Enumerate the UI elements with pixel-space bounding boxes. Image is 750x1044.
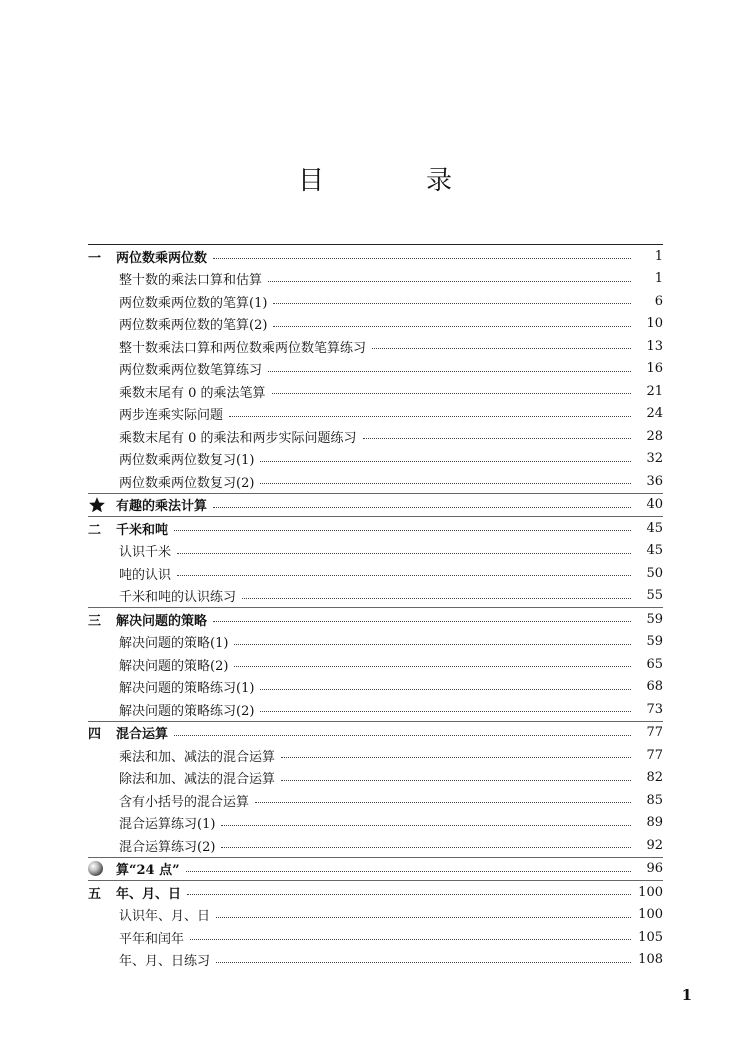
toc-entry[interactable]: [88, 631, 663, 654]
toc-section[interactable]: [88, 880, 663, 904]
toc-label: 两位数乘两位数: [116, 250, 208, 266]
table-of-contents: [88, 244, 663, 971]
toc-entry[interactable]: [88, 904, 663, 927]
toc-section[interactable]: [88, 493, 663, 517]
toc-section[interactable]: [88, 516, 663, 540]
toc-label: 乘数末尾有 0 的乘法和两步实际问题练习: [119, 430, 357, 446]
toc-section[interactable]: [88, 857, 663, 881]
toc-label: 整十数乘法口算和两位数乘两位数笔算练习: [119, 340, 367, 356]
leader-dots: [177, 552, 631, 554]
toc-page-number: 108: [638, 952, 663, 968]
toc-label: 千米和吨的认识练习: [119, 590, 237, 606]
leader-dots: [272, 392, 631, 394]
page-title: 目 录: [297, 166, 490, 196]
toc-entry[interactable]: [88, 812, 663, 835]
toc-label: 年、月、日: [116, 886, 182, 902]
toc-label: 两步连乘实际问题: [119, 408, 224, 424]
section-number: 五: [88, 886, 102, 902]
toc-page-number: 92: [646, 837, 663, 853]
toc-entry[interactable]: [88, 562, 663, 585]
toc-page-number: 65: [646, 656, 663, 672]
toc-entry[interactable]: [88, 744, 663, 767]
leader-dots: [186, 870, 631, 872]
toc-label: 有趣的乘法计算: [116, 499, 208, 515]
toc-label: 吨的认识: [119, 567, 172, 583]
toc-entry[interactable]: [88, 585, 663, 608]
toc-label: 平年和闰年: [119, 931, 185, 947]
toc-entry[interactable]: [88, 448, 663, 471]
leader-dots: [260, 460, 631, 462]
toc-page-number: 1: [654, 248, 663, 264]
toc-entry[interactable]: [88, 358, 663, 381]
toc-label: 两位数乘两位数的笔算(1): [119, 295, 268, 311]
toc-label: 两位数乘两位数笔算练习: [119, 363, 263, 379]
toc-label: 年、月、日练习: [119, 954, 211, 970]
toc-page-number: 32: [646, 451, 663, 467]
leader-dots: [234, 643, 631, 645]
toc-section[interactable]: [88, 607, 663, 631]
toc-entry[interactable]: [88, 767, 663, 790]
toc-label: 认识年、月、日: [119, 909, 211, 925]
toc-label: 算“24 点”: [116, 863, 180, 879]
leader-dots: [260, 710, 631, 712]
leader-dots: [213, 620, 631, 622]
toc-page-number: 85: [646, 792, 663, 808]
toc-label: 解决问题的策略练习(1): [119, 681, 255, 697]
section-number: 三: [88, 613, 102, 629]
leader-dots: [213, 506, 631, 508]
toc-label: 两位数乘两位数复习(1): [119, 453, 255, 469]
leader-dots: [372, 347, 631, 349]
toc-label: 认识千米: [119, 545, 172, 561]
leader-dots: [174, 734, 631, 736]
leader-dots: [216, 916, 631, 918]
page-number: 1: [681, 986, 692, 1004]
toc-page-number: 50: [646, 565, 663, 581]
toc-label: 两位数乘两位数的笔算(2): [119, 318, 268, 334]
toc-entry[interactable]: [88, 926, 663, 949]
leader-dots: [255, 801, 631, 803]
toc-label: 整十数的乘法口算和估算: [119, 273, 263, 289]
leader-dots: [213, 257, 631, 259]
leader-dots: [190, 938, 631, 940]
toc-page-number: 68: [646, 679, 663, 695]
star-icon: [88, 496, 116, 514]
leader-dots: [273, 302, 631, 304]
toc-entry[interactable]: [88, 380, 663, 403]
toc-entry[interactable]: [88, 540, 663, 563]
toc-entry[interactable]: [88, 290, 663, 313]
leader-dots: [242, 597, 631, 599]
leader-dots: [234, 665, 631, 667]
toc-entry[interactable]: [88, 653, 663, 676]
leader-dots: [268, 370, 631, 372]
toc-page-number: 105: [638, 929, 663, 945]
toc-label: 乘数末尾有 0 的乘法笔算: [119, 385, 266, 401]
toc-page-number: 82: [646, 770, 663, 786]
leader-dots: [281, 779, 631, 781]
toc-page-number: 59: [646, 634, 663, 650]
toc-page-number: 21: [646, 383, 663, 399]
toc-page-number: 45: [646, 520, 663, 536]
toc-section[interactable]: [88, 245, 663, 268]
toc-label: 解决问题的策略(1): [119, 636, 229, 652]
toc-label: 千米和吨: [116, 522, 169, 538]
toc-entry[interactable]: [88, 268, 663, 291]
ball-icon: [88, 861, 116, 876]
toc-label: 解决问题的策略: [116, 613, 208, 629]
toc-entry[interactable]: [88, 834, 663, 857]
toc-page-number: 77: [646, 725, 663, 741]
leader-dots: [216, 961, 631, 963]
toc-label: 解决问题的策略(2): [119, 658, 229, 674]
toc-page-number: 6: [654, 293, 663, 309]
leader-dots: [221, 846, 631, 848]
toc-label: 含有小括号的混合运算: [119, 794, 250, 810]
leader-dots: [187, 893, 631, 895]
toc-label: 除法和加、减法的混合运算: [119, 772, 276, 788]
toc-entry[interactable]: [88, 403, 663, 426]
toc-page-number: 96: [646, 861, 663, 877]
toc-entry[interactable]: [88, 789, 663, 812]
toc-entry[interactable]: [88, 676, 663, 699]
toc-label: 解决问题的策略练习(2): [119, 703, 255, 719]
toc-entry[interactable]: [88, 698, 663, 721]
toc-label: 混合运算练习(1): [119, 817, 216, 833]
toc-label: 混合运算练习(2): [119, 839, 216, 855]
toc-page-number: 13: [646, 338, 663, 354]
toc-page-number: 10: [646, 316, 663, 332]
leader-dots: [363, 437, 631, 439]
toc-entry[interactable]: [88, 470, 663, 493]
leader-dots: [260, 688, 631, 690]
leader-dots: [268, 280, 631, 282]
toc-page-number: 45: [646, 543, 663, 559]
section-number: 二: [88, 522, 102, 538]
section-number: 一: [88, 250, 102, 266]
leader-dots: [281, 756, 631, 758]
toc-page-number: 55: [646, 588, 663, 604]
toc-page-number: 89: [646, 815, 663, 831]
toc-page-number: 100: [638, 884, 663, 900]
toc-label: 乘法和加、减法的混合运算: [119, 749, 276, 765]
toc-page-number: 28: [646, 428, 663, 444]
leader-dots: [260, 482, 631, 484]
toc-page-number: 36: [646, 473, 663, 489]
toc-page-number: 73: [646, 701, 663, 717]
leader-dots: [273, 325, 631, 327]
toc-entry[interactable]: [88, 425, 663, 448]
toc-section[interactable]: [88, 721, 663, 745]
toc-page-number: 16: [646, 361, 663, 377]
toc-entry[interactable]: [88, 949, 663, 972]
toc-label: 两位数乘两位数复习(2): [119, 475, 255, 491]
section-number: 四: [88, 727, 102, 743]
toc-entry[interactable]: [88, 313, 663, 336]
toc-page-number: 24: [646, 406, 663, 422]
toc-entry[interactable]: [88, 335, 663, 358]
toc-page-number: 77: [646, 747, 663, 763]
toc-label: 混合运算: [116, 727, 169, 743]
toc-page-number: 59: [646, 611, 663, 627]
leader-dots: [221, 824, 631, 826]
leader-dots: [177, 574, 631, 576]
leader-dots: [174, 529, 631, 531]
toc-page-number: 1: [654, 271, 663, 287]
toc-page-number: 100: [638, 907, 663, 923]
toc-page-number: 40: [646, 497, 663, 513]
leader-dots: [229, 415, 631, 417]
